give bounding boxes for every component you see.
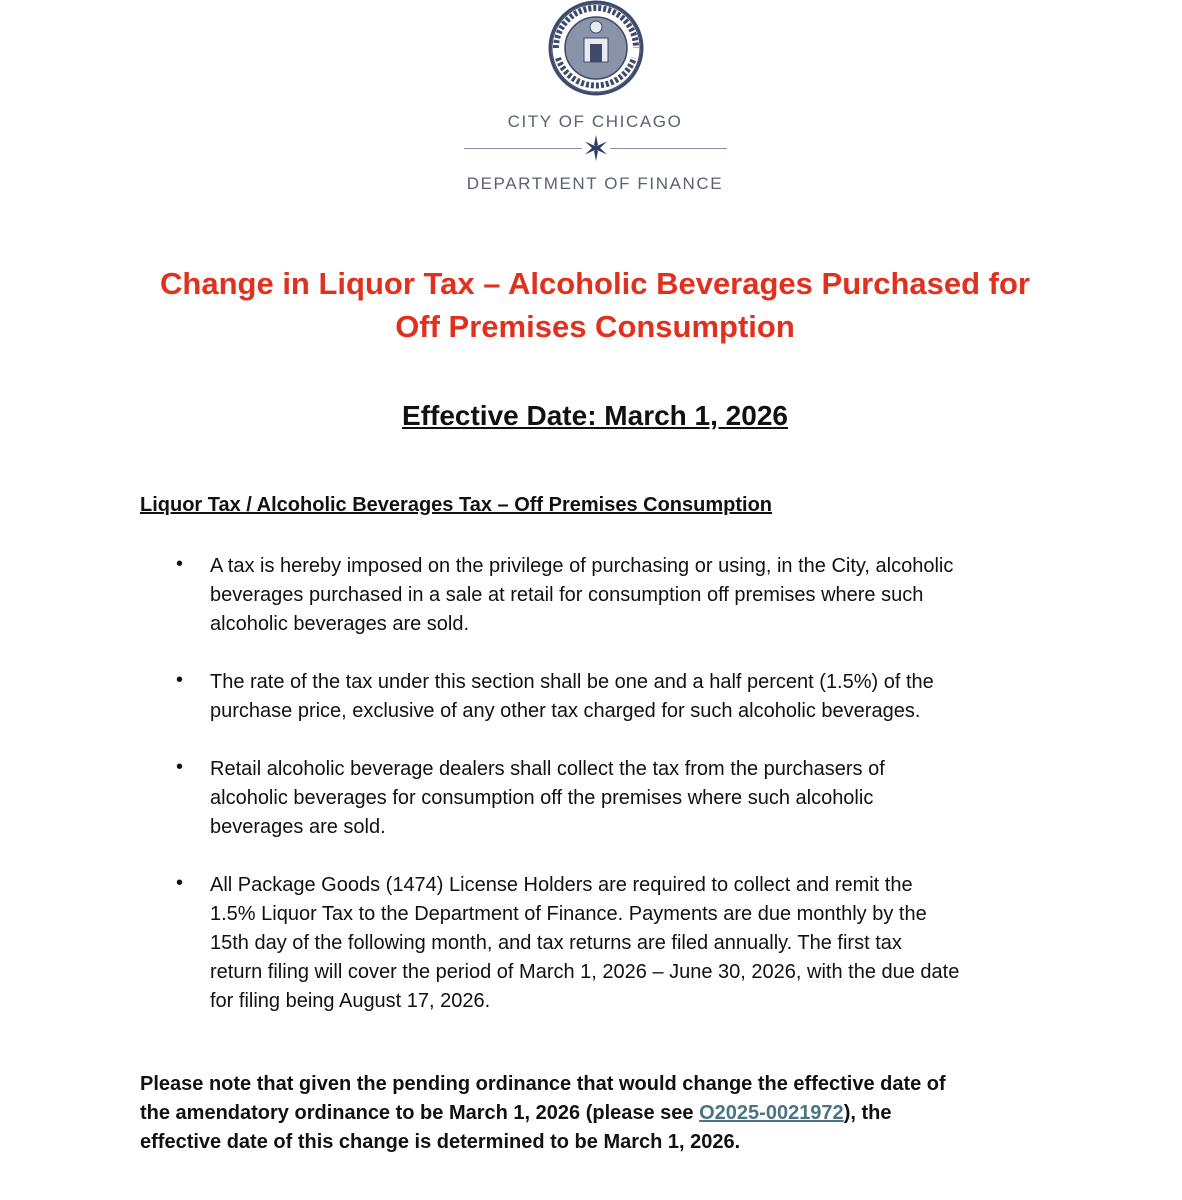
bullet-icon: • [176,872,184,894]
bullet-item [210,871,959,1016]
effective-date: Effective Date: March 1, 2026 [402,400,788,431]
bullet-line: beverages are sold. [210,816,386,838]
bullet-line: beverages purchased in a sale at retail for consumption off premises where such [210,584,924,606]
bullet-icon: • [176,669,184,691]
page-title [0,262,1182,348]
title-line: Change in Liquor Tax – Alcoholic Beverages Purchased for [160,266,1030,301]
section-heading: Liquor Tax / Alcoholic Beverages Tax – Off Premises Consumption [140,494,773,516]
effective-date-note [140,1070,946,1157]
bullet-line: alcoholic beverages are sold. [210,613,470,635]
city-name: CITY OF CHICAGO [507,112,683,131]
bullet-item [210,668,934,726]
bullet-line: for filing being August 17, 2026. [210,990,491,1012]
bullet-line: A tax is hereby imposed on the privilege of purchasing or using, in the City, alcoholic [210,555,954,577]
note-text: the amendatory ordinance to be March 1, 2026 (please see [140,1102,700,1124]
bullet-line: 1.5% Liquor Tax to the Department of Finance. Payments are due monthly by the [210,903,927,925]
bullet-line: return filing will cover the period of March 1, 2026 – June 30, 2026, with the due date [210,961,960,983]
bullet-line: purchase price, exclusive of any other tax charged for such alcoholic beverages. [210,700,921,722]
city-seal-logo [546,0,646,96]
bullet-line: 15th day of the following month, and tax returns are filed annually. The first tax [210,932,902,954]
note-line: Please note that given the pending ordinance that would change the effective date of [140,1073,946,1095]
divider-right [610,148,727,149]
bullet-line: Retail alcoholic beverage dealers shall collect the tax from the purchasers of [210,758,885,780]
bullet-line: The rate of the tax under this section shall be one and a half percent (1.5%) of the [210,671,934,693]
note-text: ), the [843,1102,892,1124]
note-line [140,1099,946,1128]
divider-left [464,148,582,149]
bullet-item [210,755,885,842]
title-line: Off Premises Consumption [395,309,795,344]
department-name: DEPARTMENT OF FINANCE [466,174,724,193]
note-line: effective date of this change is determined to be March 1, 2026. [140,1131,741,1153]
bullet-line: All Package Goods (1474) License Holders are required to collect and remit the [210,874,913,896]
ordinance-link[interactable]: O2025-0021972 [699,1102,844,1124]
bullet-line: alcoholic beverages for consumption off the premises where such alcoholic [210,787,874,809]
bullet-icon: • [176,756,184,778]
bullet-icon: • [176,553,184,575]
bullet-item [210,552,953,639]
star-icon [583,134,609,162]
